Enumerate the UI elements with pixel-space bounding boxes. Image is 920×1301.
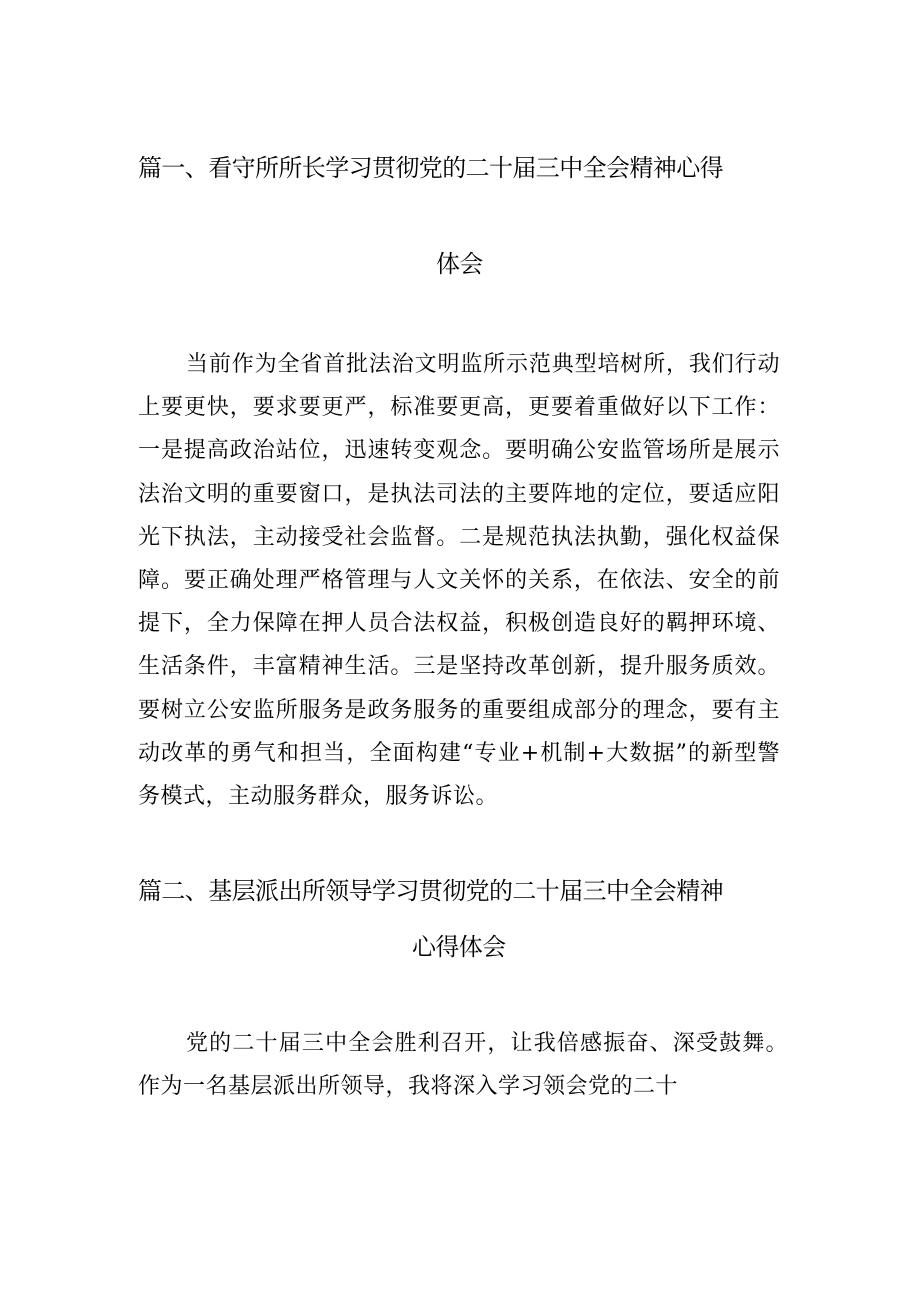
- section-1-title-line-1: 篇一、看守所所长学习贯彻党的二十届三中全会精神心得: [138, 154, 723, 182]
- section-2-title-line-1: 篇二、基层派出所领导学习贯彻党的二十届三中全会精神: [138, 877, 723, 905]
- section-2-body-paragraph: 党的二十届三中全会胜利召开，让我倍感振奋、深受鼓舞。作为一名基层派出所领导，我将深入学习领会党的二十: [138, 1031, 788, 1100]
- section-2-title-line-2: 心得体会: [412, 933, 506, 961]
- section-1-title-line-2: 体会: [436, 250, 483, 278]
- section-1-body-paragraph: 当前作为全省首批法治文明监所示范典型培树所，我们行动上要更快，要求要更严，标准要更高，更要着重做好以下工作：一是提高政治站位，迅速转变观念。要明确公安监管场所是展示法治文明的重要窗口，是执法司法的主要阵地的定位，要适应阳光下执法，主动接受社会监督。二是规范执法执勤，强化权益保障。要正确处理严格管理与人文关怀的关系，在依法、安全的前提下，全力保障在押人员合法权益，积极创造良好的羁押环境、生活条件，丰富精神生活。三是坚持改革创新，提升服务质效。要树立公安监所服务是政务服务的重要组成部分的理念，要有主动改革的勇气和担当，全面构建“专业+机制+大数据”的新型警务模式，主动服务群众，服务诉讼。: [138, 352, 780, 810]
